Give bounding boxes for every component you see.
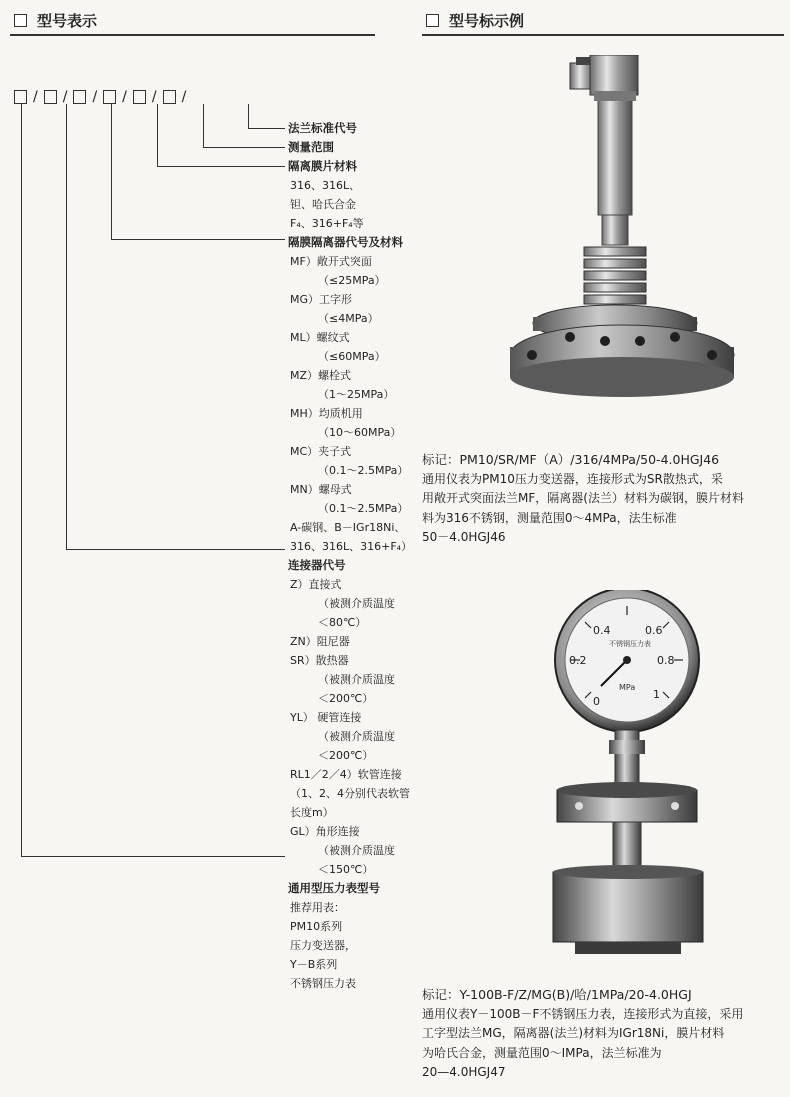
code-item-m3: 压力变送器， [290,939,356,952]
gauge-tick-label: 0.8 [657,654,675,667]
code-item-m4: Y－B系列 [290,958,338,971]
example-1-line: 50－4.0HGJ46 [422,530,506,544]
code-item-i7r: （0.1～2.5MPa） [318,502,409,515]
code-item-diaphragm: 隔离膜片材料 [288,159,357,173]
example-1-line: 料为316不锈钢，测量范围0～4MPa，法生标准 [422,510,677,525]
gauge-tick-label: 1 [653,688,660,701]
example-1-line: 通用仪表为PM10压力变送器，连接形式为SR散热式，采 [422,471,723,486]
code-item-i4: MZ）螺栓式 [290,369,352,382]
gauge-tick-label: 0.4 [593,624,611,637]
code-item-i6: MC）夹子式 [290,445,352,458]
code-item-d2: 钽、哈氏合金 [290,198,356,211]
code-template [14,89,192,105]
code-item-c4: YL） 硬管连接 [290,711,362,724]
right-section-title: 型号标示例 [449,12,525,30]
example-2-line: 通用仪表Y－100B－F不锈钢压力表，连接形式为直接，采用 [422,1006,744,1021]
code-item-i5r: （10～60MPa） [318,426,402,439]
code-item-c1: Z）直接式 [290,578,342,591]
example-1-line: 用敞开式突面法兰MF，隔离器(法兰）材料为碳钢，膜片材料 [422,491,744,505]
example-2-mark: 标记：Y-100B-F/Z/MG(B)/哈/1MPa/20-4.0HGJ [422,987,692,1002]
code-item-c3: SR）散热器 [290,654,349,667]
code-item-c5a: （1、2、4分别代表软管 [290,787,410,800]
right-section-rule [422,34,784,36]
code-item-c1a: （被测介质温度 [318,597,395,610]
code-item-c5b: 长度m） [290,806,334,819]
code-item-i8: A-碳钢、B－IGr18Ni、 [290,521,406,534]
code-item-i2: MG）工字形 [290,293,353,306]
left-section-rule [10,34,375,36]
right-section-header [426,10,524,31]
code-item-c6b: ＜150℃） [318,863,374,876]
code-slash: / [92,89,98,105]
transmitter-photo [510,55,745,400]
code-box [133,90,146,104]
code-box [73,90,86,104]
code-item-connector: 连接器代号 [288,558,346,572]
code-box [103,90,116,104]
gauge-photo [535,590,720,980]
code-item-m2: PM10系列 [290,920,343,933]
code-item-c5: RL1／2／4）软管连接 [290,768,402,781]
code-item-c3a: （被测介质温度 [318,673,395,686]
gauge-face-text: 不锈钢压力表 [609,640,651,648]
code-item-i9: 316、316L、316+F₄） [290,540,413,553]
checkbox-square-icon [426,14,439,27]
code-item-i1r: （≤25MPa） [318,274,386,287]
code-item-range: 测量范围 [288,140,334,154]
code-item-i6r: （0.1～2.5MPa） [318,464,409,477]
code-item-model: 通用型压力表型号 [288,881,380,895]
gauge-tick-label: 0.6 [645,624,663,637]
leader-line-model [21,104,285,857]
code-slash: / [122,89,127,105]
code-item-c6: GL）角形连接 [290,825,360,838]
code-item-flange: 法兰标准代号 [288,121,357,135]
example-1 [422,450,784,548]
code-slash: / [62,89,68,105]
code-slash: / [151,89,157,105]
example-2-line: 20—4.0HGJ47 [422,1065,506,1079]
example-2-line: 工字型法兰MG，隔离器(法兰)材料为IGr18Ni，膜片材料 [422,1026,725,1040]
code-slash: / [33,89,38,105]
code-box [44,90,57,104]
code-item-c1b: ＜80℃） [318,616,367,629]
example-2 [422,985,784,1083]
code-item-isolator: 隔膜隔离器代号及材料 [288,235,403,249]
code-items-list [288,119,428,993]
code-item-d1: 316、316L、 [290,179,361,192]
code-item-c2: ZN）阻尼器 [290,635,350,648]
code-box [163,90,176,104]
code-item-i3r: （≤60MPa） [318,350,386,363]
code-item-d3: F₄、316+F₄等 [290,217,364,230]
left-section-title: 型号表示 [37,12,98,30]
code-item-i2r: （≤4MPa） [318,312,379,325]
example-1-mark: 标记：PM10/SR/MF（A）/316/4MPa/50-4.0HGJ46 [422,452,720,467]
code-slash: / [181,89,187,105]
code-box [14,90,27,104]
gauge-tick-label: 0.2 [569,654,587,667]
code-item-i1: MF）敞开式突面 [290,255,372,268]
code-item-c4a: （被测介质温度 [318,730,395,743]
code-item-i7: MN）螺母式 [290,483,352,496]
gauge-unit: MPa [619,683,636,692]
example-2-line: 为哈氏合金，测量范围0～IMPa，法兰标准为 [422,1045,662,1060]
code-item-c3b: ＜200℃） [318,692,374,705]
code-item-m1: 推荐用表： [290,901,345,914]
code-item-i5: MH）均质机用 [290,407,363,420]
code-item-c4b: ＜200℃） [318,749,374,762]
code-item-m5: 不锈钢压力表 [290,977,356,990]
code-item-i3: ML）螺纹式 [290,331,350,344]
code-item-i4r: （1～25MPa） [318,388,395,401]
checkbox-square-icon [14,14,27,27]
left-section-header [14,10,97,31]
code-item-c6a: （被测介质温度 [318,844,395,857]
gauge-tick-label: 0 [593,695,600,708]
